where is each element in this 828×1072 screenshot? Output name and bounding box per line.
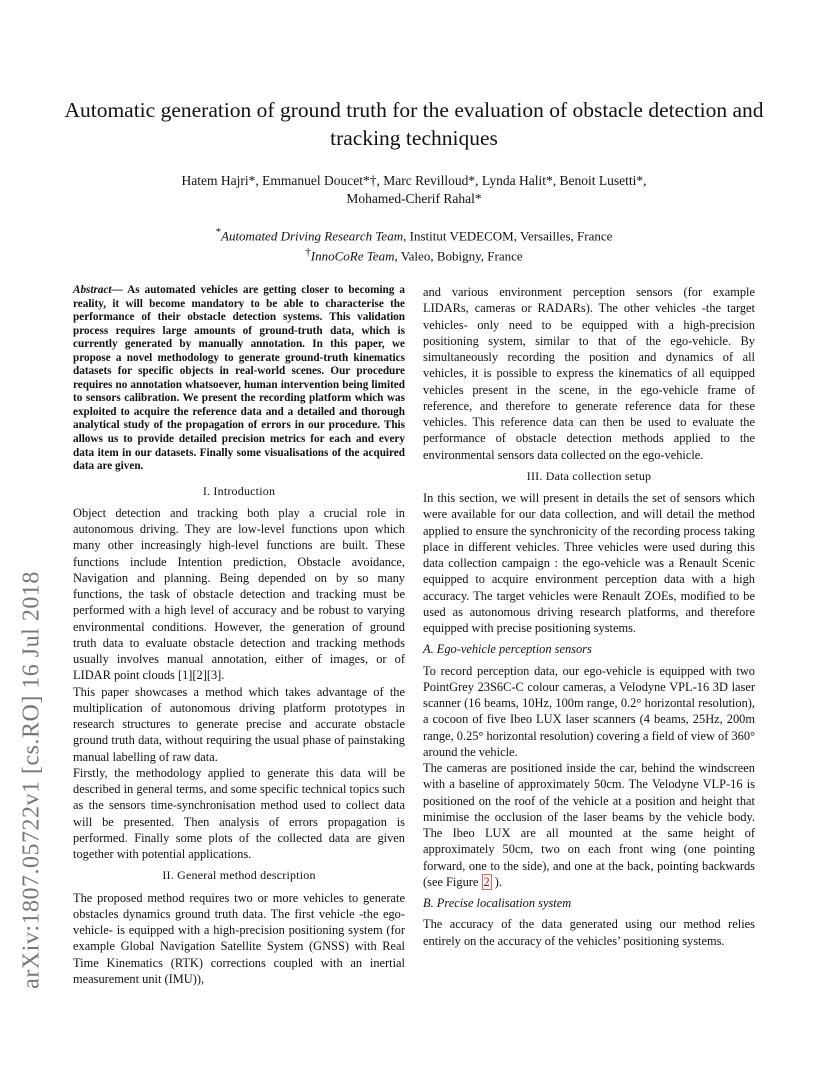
section-heading-data-collection: III. Data collection setup [526, 468, 652, 483]
affiliations [40, 224, 788, 265]
abstract [73, 284, 405, 474]
left-column [73, 284, 405, 987]
abstract-label: Abstract— [73, 284, 123, 296]
subsection-heading-ego-sensors: A. Ego-vehicle perception sensors [423, 642, 592, 657]
ego-sensors-paragraph-2 [423, 760, 755, 890]
affiliation-1-rest: , Institut VEDECOM, Versailles, France [403, 228, 613, 244]
author-line-2: Mohamed-Cherif Rahal* [346, 191, 482, 206]
arxiv-identifier: arXiv:1807.05722v1 [cs.RO] 16 Jul 2018 [18, 571, 45, 989]
affiliation-2-rest: , Valeo, Bobigny, France [394, 248, 523, 264]
affiliation-2-mark: † [305, 246, 311, 259]
author-line-1: Hatem Hajri*, Emmanuel Doucet*†, Marc Revilloud*, Lynda Halit*, Benoit Lusetti*, [181, 173, 647, 188]
section-heading-method: II. General method description [162, 868, 316, 883]
ego-sensors-paragraph-1: To record perception data, our ego-vehicle is equipped with two PointGrey 23S6C-C colour cameras, a Velodyne VPL-16 3D laser scanner (16 beams, 10Hz, 100m range, 0.2° horizontal resolution), a cocoon of five Ibeo LUX laser scanners (4 beams, 25Hz, 200m range, 0.25° horizontal resolution) covering a field of view of 360° around the vehicle. [423, 663, 755, 759]
intro-paragraph-3: Firstly, the methodology applied to generate this data will be described in general terms, and some specific technical topics such as the sensors time-synchronisation method used to collect data will be presented. Then analysis of errors propagation is performed. Finally some plots of the collected data are given together with potential applications. [73, 765, 405, 862]
method-paragraph-1-continued: and various environment perception sensors (for example LIDARs, cameras or RADARs). The other vehicles -the target vehicles- only need to be equipped with a high-precision positioning system, similar to that of the ego-vehicle. By simultaneously recording the position and dynamics of all vehicles, it is possible to express the kinematics of all equipped vehicles present in the scene, in the ego-vehicle frame of reference, and therefore to generate reference data for these vehicles. This reference data can then be used to evaluate the performance of obstacle detection methods applied to the environmental sensors data collected on the ego-vehicle. [423, 285, 755, 462]
affiliation-1 [40, 224, 788, 244]
paper-title: Automatic generation of ground truth for the evaluation of obstacle detection and tracking techniques [64, 98, 764, 150]
method-paragraph-1: The proposed method requires two or more vehicles to generate obstacles dynamics ground truth data. The first vehicle -the ego-vehicle- is equipped with a high-precision positioning system (for example Global Navigation Satellite System (GNSS) with Real Time Kinematics (RTK) corrections coupled with an inertial measurement unit (IMU)), [73, 890, 405, 986]
localisation-paragraph-1: The accuracy of the data generated using our method relies entirely on the accuracy of the vehicles’ positioning systems. [423, 917, 755, 948]
affiliation-2 [40, 244, 788, 264]
ego-sensors-p2-text: The cameras are positioned inside the car, behind the windscreen with a baseline of approximately 50cm. The Velodyne VLP-16 is positioned on the roof of the vehicle at a position and height that minimise the occlusion of the laser beams by the vehicle body. The Ibeo LUX are all mounted at the same height of approximately 50cm, two on each front wing (one pointing forward, one to the side), and one at the back, pointing backwards (see Figure [423, 761, 755, 889]
data-paragraph-1: In this section, we will present in details the set of sensors which were available for our data collection, and will detail the method applied to ensure the synchronicity of the recording process taking place in different vehicles. Three vehicles were used during this data collection campaign : the ego-vehicle was a Renault Scenic equipped to acquire environment perception data with a high accuracy. The target vehicles were Renault ZOEs, modified to be used as autonomous driving research platforms, and therefore equipped with precise positioning systems. [423, 491, 755, 635]
subsection-heading-localisation: B. Precise localisation system [423, 896, 572, 910]
abstract-text: As automated vehicles are getting closer to becoming a reality, it will become mandatory to be able to characterise the performance of their obstacle detection systems. This validation process requires large amounts of ground-truth data, which is currently generated by manually annotation. In this paper, we propose a novel methodology to generate ground-truth kinematics datasets for specific objects in real-world scenes. Our procedure requires no annotation whatsoever, human intervention being limited to sensors calibration. We present the recording platform which was exploited to acquire the reference data and a detailed and thorough analytical study of the propagation of errors in our procedure. This allows us to provide detailed precision metrics for each and every data item in our datasets. Finally some visualisations of the acquired data are given. [73, 284, 405, 473]
author-list [40, 172, 788, 208]
intro-paragraph-1: Object detection and tracking both play a crucial role in autonomous driving. They are low-level functions upon which many other increasingly high-level functions are built. These functions include Intention prediction, Obstacle avoidance, Navigation and planning. Being depended on by so many functions, the task of obstacle detection and tracking must be performed with a high level of accuracy and be robust to varying environmental conditions. However, the generation of ground truth data to evaluate obstacle detection and tracking methods usually involves manual annotation, either of images, or of LIDAR point clouds [1][2][3]. [73, 505, 405, 683]
intro-paragraph-2: This paper showcases a method which takes advantage of the multiplication of autonomous driving platform prototypes in research structures to generate precise and accurate obstacle ground truth data, without requiring the usual phase of painstaking manual labelling of raw data. [73, 684, 405, 764]
section-heading-introduction: I. Introduction [202, 483, 276, 498]
affiliation-1-team: Automated Driving Research Team [221, 228, 404, 244]
affiliation-1-mark: * [215, 226, 221, 238]
affiliation-2-team: InnoCoRe Team [310, 248, 395, 264]
arxiv-sidebar [6, 290, 66, 989]
ego-sensors-p2-end: ). [491, 874, 503, 889]
right-column [423, 284, 755, 949]
figure-2-link[interactable]: 2 [483, 874, 490, 889]
